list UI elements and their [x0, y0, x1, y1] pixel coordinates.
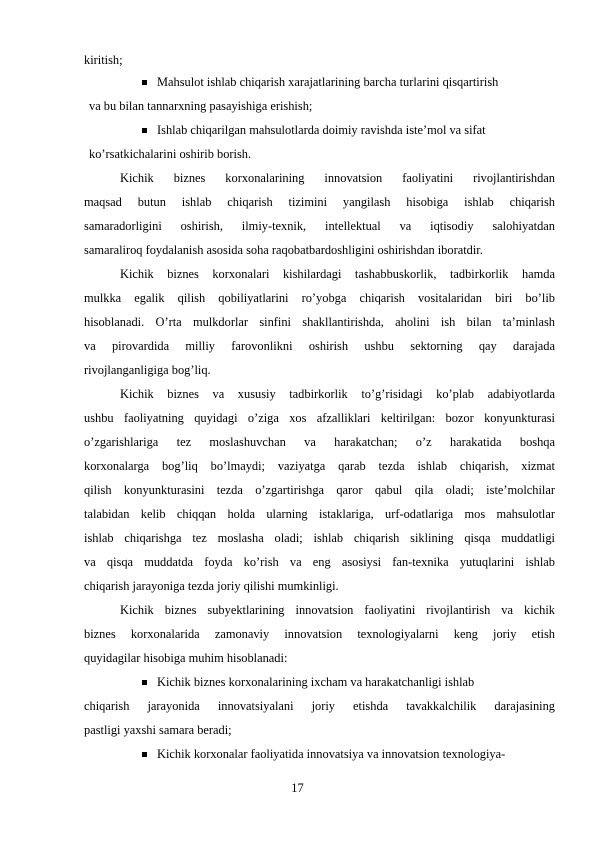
paragraph-first-line: Kichik biznes korxonalari kishilardagi tashabbuskorlik, tadbirkorlik hamda: [120, 267, 555, 281]
text-line: ishlab chiqarishga tez moslasha oladi; ishlab chiqarish siklining qisqa muddatligi: [84, 531, 555, 545]
text-line: korxonalarga bog’liq bo’lmaydi; vaziyatga qarab tezda ishlab chiqarish, xizmat: [84, 459, 555, 473]
text-line: talabidan kelib chiqqan holda ularning istaklariga, urf-odatlariga mos mahsulotlar: [84, 507, 555, 521]
bullet-square-icon: [142, 680, 147, 685]
text-line: quyidagilar hisobiga muhim hisoblanadi:: [84, 651, 288, 665]
text-line: va qisqa muddatda foyda ko’rish va eng asosiysi fan-texnika yutuqlarini ishlab: [84, 555, 555, 569]
bullet-square-icon: [142, 128, 147, 133]
text-line: qilish konyunkturasini tezda o’zgartirishga qaror qabul qila oladi; iste’molchilar: [84, 483, 555, 497]
paragraph-first-line: Kichik biznes subyektlarining innovatsion faoliyatini rivojlantirish va kichik: [120, 603, 555, 617]
text-line: va bu bilan tannarxning pasayishiga erishish;: [89, 99, 313, 113]
text-line: va pirovardida milliy farovonlikni oshirish ushbu sektorning qay darajada: [84, 339, 555, 353]
text-line: mulkka egalik qilish qobiliyatlarini ro’yobga chiqarish vositalaridan biri bo’lib: [84, 291, 555, 305]
bullet-item: Kichik korxonalar faoliyatida innovatsiya va innovatsion texnologiya-: [157, 747, 506, 761]
text-line: hisoblanadi. O’rta mulkdorlar sinfini shakllantirishda, aholini ish bilan ta’minlash: [84, 315, 555, 329]
page-number: 17: [291, 781, 304, 795]
text-line: chiqarish jarayonida innovatsiyalani joriy etishda tavakkalchilik darajasining: [84, 699, 555, 713]
paragraph-first-line: Kichik biznes korxonalarining innovatsion faoliyatini rivojlantirishdan: [120, 171, 555, 185]
bullet-item: Kichik biznes korxonalarining ixcham va harakatchanligi ishlab: [157, 675, 475, 689]
text-line: chiqarish jarayoniga tezda joriy qilishi mumkinligi.: [84, 579, 339, 593]
bullet-item: Ishlab chiqarilgan mahsulotlarda doimiy ravishda iste’mol va sifat: [157, 123, 486, 137]
bullet-item: Mahsulot ishlab chiqarish xarajatlarining barcha turlarini qisqartirish: [157, 75, 499, 89]
text-line: kiritish;: [84, 53, 123, 67]
text-line: maqsad butun ishlab chiqarish tizimini yangilash hisobiga ishlab chiqarish: [84, 195, 555, 209]
text-line: pastligi yaxshi samara beradi;: [84, 723, 232, 737]
text-line: ko’rsatkichalarini oshirib borish.: [89, 147, 252, 161]
text-line: samaradorligini oshirish, ilmiy-texnik, intellektual va iqtisodiy salohiyatdan: [84, 219, 555, 233]
text-line: ushbu faoliyatning quyidagi o’ziga xos afzalliklari keltirilgan: bozor konyunkturasi: [84, 411, 555, 425]
text-line: biznes korxonalarida zamonaviy innovatsion texnologiyalarni keng joriy etish: [84, 627, 555, 641]
bullet-square-icon: [142, 80, 147, 85]
text-line: o’zgarishlariga tez moslashuvchan va harakatchan; o’z harakatida boshqa: [84, 435, 555, 449]
text-line: samaraliroq foydalanish asosida soha raqobatbardoshligini oshirishdan iboratdir.: [84, 243, 483, 257]
paragraph-first-line: Kichik biznes va xususiy tadbirkorlik to’g’risidagi ko’plab adabiyotlarda: [120, 387, 555, 401]
text-line: rivojlanganligiga bog’liq.: [84, 363, 211, 377]
bullet-square-icon: [142, 752, 147, 757]
